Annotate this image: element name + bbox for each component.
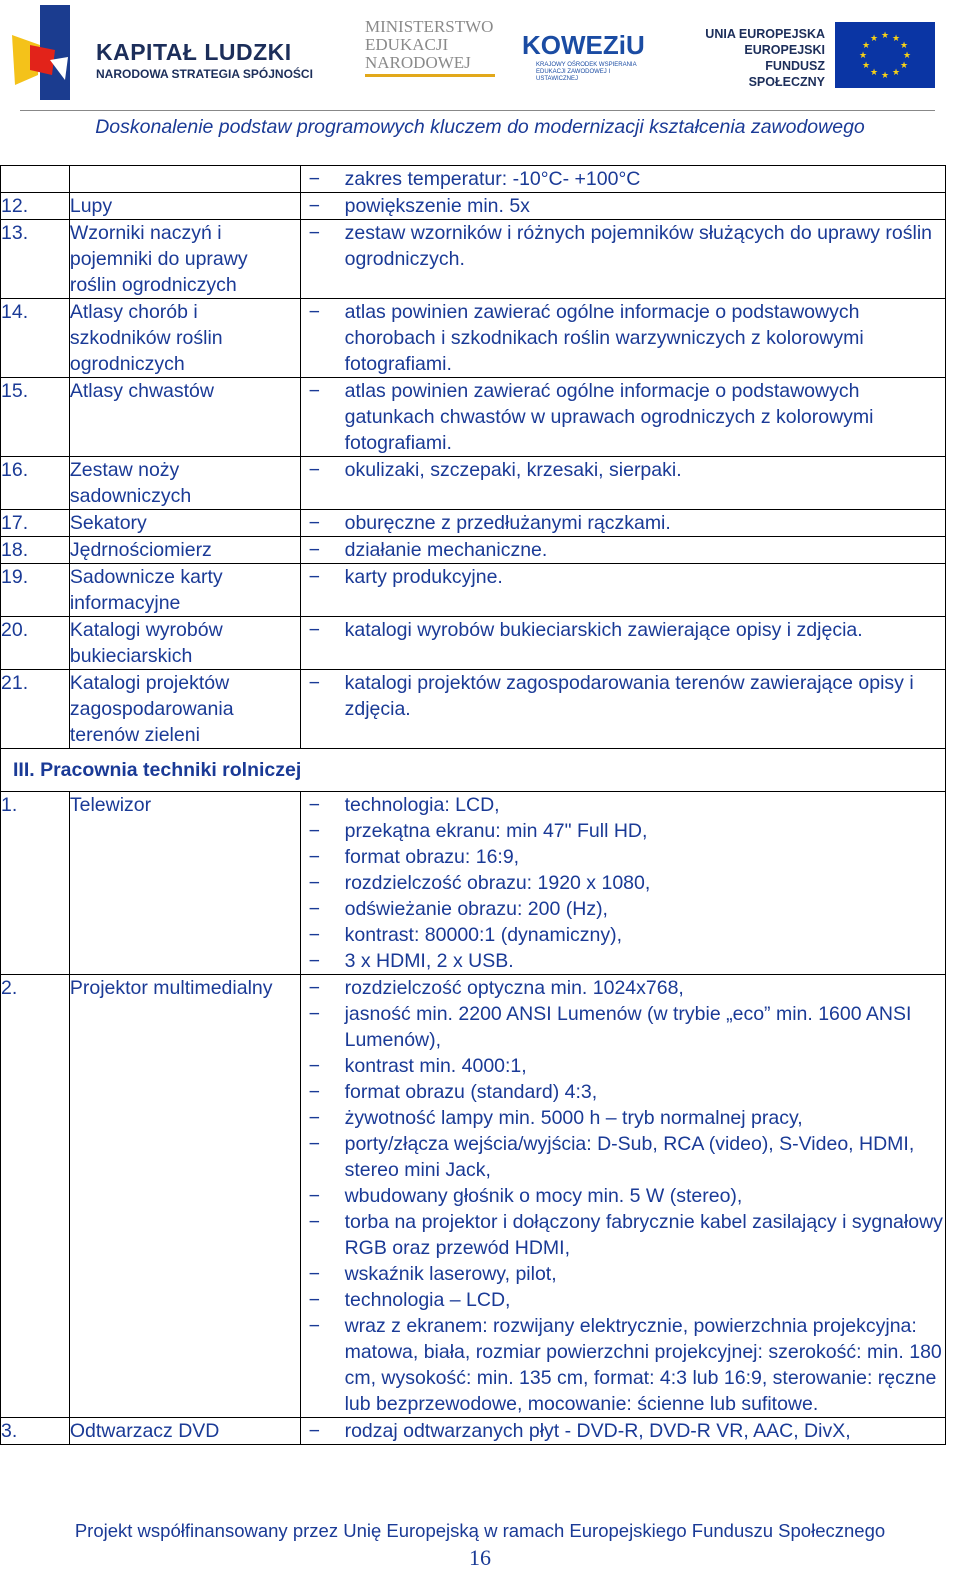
spec-item: − torba na projektor i dołączony fabrycznie kabel zasilający i sygnałowy RGB oraz przewód HDMI, [301,1209,945,1261]
koweziu-subtitle: KRAJOWY OŚRODEK WSPIERANIA EDUKACJI ZAWODOWEJ I USTAWICZNEJ [536,62,637,82]
table-row [1,537,946,564]
table-row [1,510,946,537]
spec-item: − żywotność lampy min. 5000 h – tryb normalnej pracy, [301,1105,945,1131]
equipment-specs [300,1418,945,1445]
equipment-specs [300,670,945,749]
spec-item: − zestaw wzorników i różnych pojemników służących do uprawy roślin ogrodniczych. [301,220,945,272]
equipment-rows-b [1,792,946,1445]
spec-item: − wbudowany głośnik o mocy min. 5 W (stereo), [301,1183,945,1209]
kapital-ludzki-title: KAPITAŁ LUDZKI [96,39,292,65]
table-row [1,564,946,617]
svg-text:★: ★ [899,41,909,51]
svg-text:★: ★ [858,51,868,61]
row-number: 14. [1,299,70,378]
equipment-name: Lupy [69,193,300,220]
row-number [1,166,70,193]
row-number: 15. [1,378,70,457]
equipment-name: Telewizor [69,792,300,975]
ue-line-3: FUNDUSZ SPOŁECZNY [748,59,825,89]
row-number: 3. [1,1418,70,1445]
spec-item: − rozdzielczość optyczna min. 1024x768, [301,975,945,1001]
table-row [1,299,946,378]
equipment-name: Odtwarzacz DVD [69,1418,300,1445]
page-header [0,0,960,138]
ue-text [695,26,825,90]
row-number: 1. [1,792,70,975]
svg-text:★: ★ [891,34,901,44]
svg-text:★: ★ [891,68,901,78]
spec-item: − wraz z ekranem: rozwijany elektrycznie, powierzchnia projekcyjna: matowa, biała, rozmiar powierzchni projekcyjnej: szerokość: min. 180 cm, wysokość: min. 135 cm, format: 4:3 lub 16:9, sterowanie: ręczne lub bezprzewodowe, mocowanie: ścienne lub sufitowe. [301,1313,945,1417]
page-footer: Projekt współfinansowany przez Unię Europejską w ramach Europejskiego Funduszu Społecznego [74,1520,886,1541]
equipment-specs [300,510,945,537]
page-number: 16 [469,1545,491,1570]
row-number: 21. [1,670,70,749]
spec-item: − porty/złącza wejścia/wyjścia: D-Sub, RCA (video), S-Video, HDMI, stereo mini Jack, [301,1131,945,1183]
spec-item: − format obrazu (standard) 4:3, [301,1079,945,1105]
ue-logo [695,22,940,92]
section-title: III. Pracownia techniki rolniczej [1,749,946,792]
spec-item: − technologia: LCD, [301,792,945,818]
spec-item: − powiększenie min. 5x [301,193,945,219]
equipment-specs [300,564,945,617]
row-number: 19. [1,564,70,617]
table-row [1,378,946,457]
kapital-ludzki-logo [10,5,330,105]
spec-item: − karty produkcyjne. [301,564,945,590]
spec-item: − atlas powinien zawierać ogólne informacje o podstawowych gatunkach chwastów w uprawach ogrodniczych z kolorowymi fotografiami. [301,378,945,456]
men-logo [365,18,493,72]
spec-item: − katalogi wyrobów bukieciarskich zawierające opisy i zdjęcia. [301,617,945,643]
table-row [1,193,946,220]
section-header-row [1,749,946,792]
header-tagline: Doskonalenie podstaw programowych kluczem do modernizacji kształcenia zawodowego [95,116,865,138]
eu-flag-icon [835,22,935,88]
men-line-3: NARODOWEJ [365,53,471,72]
spec-item: − atlas powinien zawierać ogólne informacje o podstawowych chorobach i szkodnikach roślin warzywniczych z kolorowymi fotografiami. [301,299,945,377]
equipment-specs [300,220,945,299]
row-number: 2. [1,975,70,1418]
table-row [1,166,946,193]
table-row [1,220,946,299]
koweziu-logo [522,22,647,82]
spec-item: − kontrast min. 4000:1, [301,1053,945,1079]
equipment-specs [300,166,945,193]
table-row [1,1418,946,1445]
table-row [1,975,946,1418]
table-row [1,617,946,670]
equipment-name: Projektor multimedialny [69,975,300,1418]
equipment-rows-a [1,166,946,749]
equipment-specs [300,617,945,670]
svg-text:★: ★ [861,41,871,51]
men-line-2: EDUKACJI [365,35,449,54]
equipment-name: Atlasy chorób i szkodników roślin ogrodniczych [69,299,300,378]
equipment-specs [300,457,945,510]
spec-item: − katalogi projektów zagospodarowania terenów zawierające opisy i zdjęcia. [301,670,945,722]
spec-item: − oburęczne z przedłużanymi rączkami. [301,510,945,536]
ue-line-1: UNIA EUROPEJSKA [705,27,825,41]
kapital-ludzki-emblem-icon [10,5,85,105]
equipment-name: Jędrnościomierz [69,537,300,564]
row-number: 13. [1,220,70,299]
equipment-name: Sekatory [69,510,300,537]
spec-item: − rozdzielczość obrazu: 1920 x 1080, [301,870,945,896]
spec-item: − technologia – LCD, [301,1287,945,1313]
equipment-name: Katalogi projektów zagospodarowania terenów zieleni [69,670,300,749]
spec-item: − zakres temperatur: -10°C- +100°C [301,166,945,192]
table-row [1,457,946,510]
koweziu-title: KOWEZiU [522,30,645,60]
svg-text:★: ★ [880,31,890,41]
spec-item: − format obrazu: 16:9, [301,844,945,870]
row-number: 18. [1,537,70,564]
svg-text:★: ★ [861,61,871,71]
spec-item: − kontrast: 80000:1 (dynamiczny), [301,922,945,948]
header-divider [20,110,935,111]
equipment-name: Wzorniki naczyń i pojemniki do uprawy roślin ogrodniczych [69,220,300,299]
equipment-name: Katalogi wyrobów bukieciarskich [69,617,300,670]
row-number: 20. [1,617,70,670]
spec-item: − okulizaki, szczepaki, krzesaki, sierpaki. [301,457,945,483]
svg-text:★: ★ [899,61,909,71]
equipment-specs [300,378,945,457]
equipment-table [0,165,946,1445]
equipment-name: Sadownicze karty informacyjne [69,564,300,617]
spec-item: − jasność min. 2200 ANSI Lumenów (w trybie „eco” min. 1600 ANSI Lumenów), [301,1001,945,1053]
spec-item: − odświeżanie obrazu: 200 (Hz), [301,896,945,922]
equipment-specs [300,975,945,1418]
equipment-specs [300,537,945,564]
spec-item: − wskaźnik laserowy, pilot, [301,1261,945,1287]
equipment-name [69,166,300,193]
equipment-name: Atlasy chwastów [69,378,300,457]
equipment-name: Zestaw noży sadowniczych [69,457,300,510]
men-underline [365,74,495,77]
svg-text:★: ★ [880,71,890,81]
spec-item: − przekątna ekranu: min 47" Full HD, [301,818,945,844]
table-row [1,792,946,975]
row-number: 16. [1,457,70,510]
kapital-ludzki-subtitle: NARODOWA STRATEGIA SPÓJNOŚCI [96,67,313,81]
equipment-specs [300,299,945,378]
spec-item: − rodzaj odtwarzanych płyt - DVD-R, DVD-R VR, AAC, DivX, [301,1418,945,1444]
equipment-specs [300,193,945,220]
row-number: 17. [1,510,70,537]
spec-item: − 3 x HDMI, 2 x USB. [301,948,945,974]
equipment-specs [300,792,945,975]
svg-text:★: ★ [869,34,879,44]
ue-line-2: EUROPEJSKI [744,43,825,57]
table-row [1,670,946,749]
svg-text:★: ★ [869,68,879,78]
men-line-1: MINISTERSTWO [365,17,494,36]
row-number: 12. [1,193,70,220]
spec-item: − działanie mechaniczne. [301,537,945,563]
svg-text:★: ★ [902,51,912,61]
